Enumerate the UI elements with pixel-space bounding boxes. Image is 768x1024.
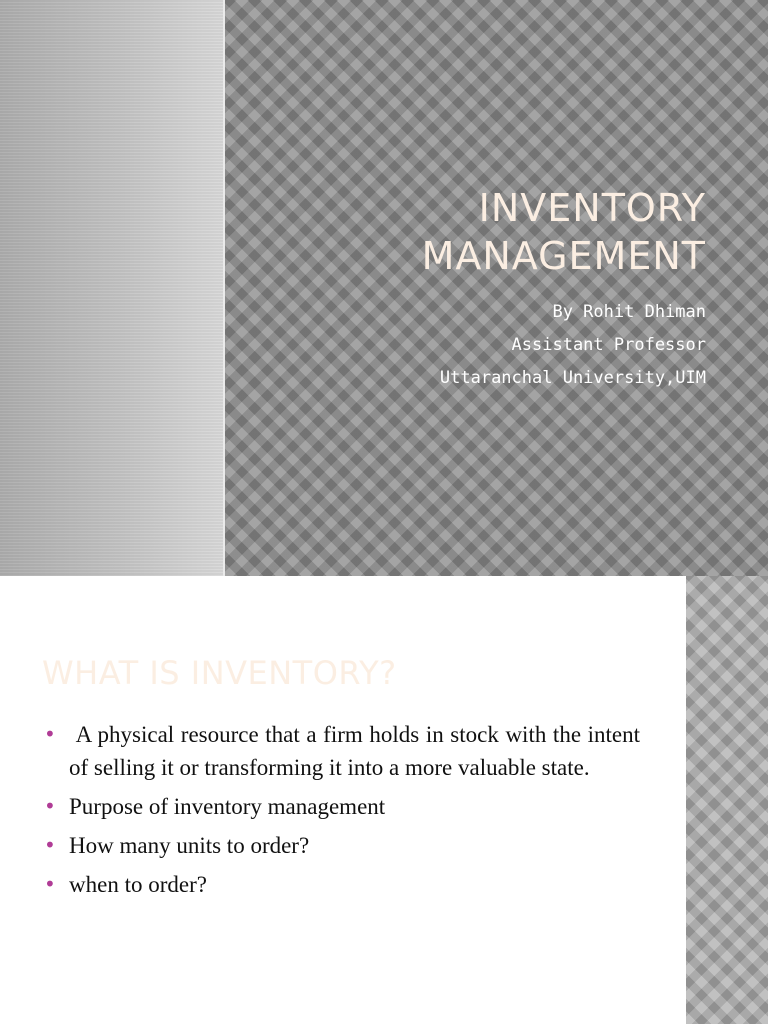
- bullet-icon: •: [44, 872, 56, 896]
- bullet-list: [44, 718, 646, 907]
- list-item-text: when to order?: [69, 872, 207, 897]
- list-item: [44, 868, 640, 901]
- slide-title: [422, 184, 706, 280]
- list-item: [44, 829, 640, 862]
- slide-pattern-strip: [686, 576, 768, 1024]
- bullet-icon: •: [44, 833, 56, 857]
- bullet-icon: •: [44, 722, 56, 746]
- list-item-text: A physical resource that a firm holds in stock with the intent of selling it or transforming it into a more valuable state.: [69, 722, 646, 780]
- list-item-text: Purpose of inventory management: [69, 794, 386, 819]
- list-item: [44, 790, 640, 823]
- slide-subtitle: [440, 296, 706, 395]
- slide-heading: WHAT IS INVENTORY?: [42, 654, 397, 692]
- slide-left-panel: [0, 0, 223, 576]
- author-institution: Uttaranchal University,UIM: [439, 368, 706, 388]
- bullet-icon: •: [44, 794, 56, 818]
- slide-title-line-2: MANAGEMENT: [421, 234, 706, 278]
- author-position: Assistant Professor: [511, 335, 706, 355]
- list-item-text: How many units to order?: [69, 833, 310, 858]
- slide-title-line-1: INVENTORY: [478, 186, 706, 230]
- slide-right-panel: [225, 0, 768, 576]
- list-item: [44, 718, 646, 784]
- author-name: By Rohit Dhiman: [552, 302, 706, 322]
- content-slide: [0, 576, 768, 1024]
